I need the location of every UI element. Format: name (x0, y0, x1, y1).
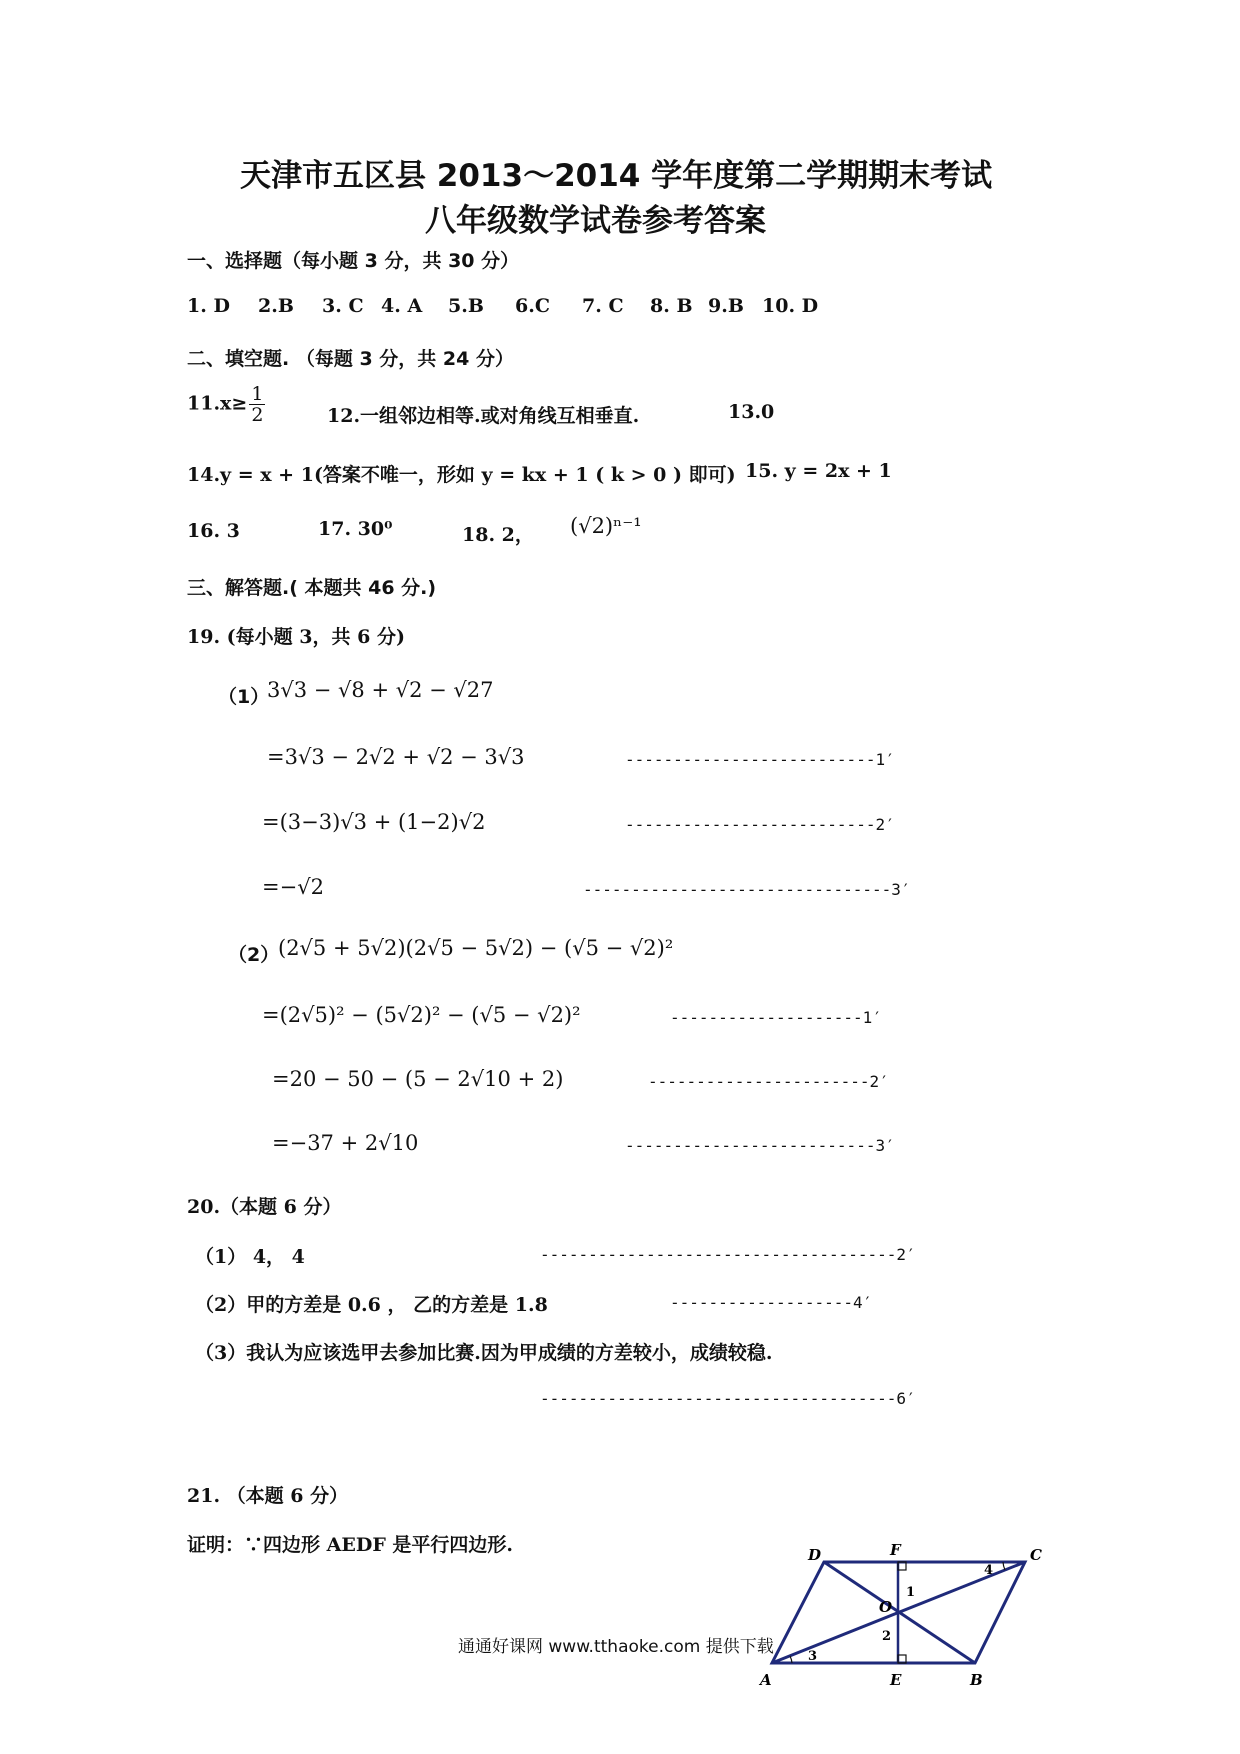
q20-line: （1） 4， 4 (195, 1246, 305, 1268)
diagonal-bd (824, 1562, 975, 1663)
answer-q12: 12.一组邻边相等.或对角线互相垂直. (327, 405, 640, 427)
choice-answer: 6.C (515, 295, 550, 317)
q19-heading: 19. (每小题 3，共 6 分) (187, 626, 405, 648)
choice-answer: 3. C (322, 295, 364, 317)
q21-heading: 21. （本题 6 分） (187, 1485, 349, 1507)
score-mark: --------------------------2′ (625, 815, 895, 834)
point-label: E (890, 1671, 902, 1689)
score-mark: --------------------------1′ (625, 750, 895, 769)
answer-q16: 16. 3 (187, 520, 240, 542)
choice-answer: 7. C (582, 295, 624, 317)
answer-q17: 17. 30⁰ (318, 518, 393, 540)
q19-part1-expression: 3√3 − √8 + √2 − √27 (267, 678, 494, 702)
point-label: O (879, 1598, 893, 1616)
score-mark: -----------------------2′ (648, 1072, 889, 1091)
answer-q18-expression: (√2)ⁿ⁻¹ (570, 514, 642, 538)
point-label: B (970, 1671, 983, 1689)
answer-q11 (187, 384, 265, 425)
score-mark: --------------------------------3′ (583, 880, 911, 899)
section3-heading: 三、解答题.( 本题共 46 分.) (187, 577, 437, 599)
q11-prefix: 11.x≥ (187, 392, 248, 415)
choice-answer: 5.B (448, 295, 484, 317)
q19-part2-step: =(2√5)² − (5√2)² − (√5 − √2)² (262, 1003, 581, 1027)
score-mark: -------------------4′ (670, 1293, 873, 1312)
q19-part1-step: =−√2 (262, 875, 324, 899)
q19-part1-step: =3√3 − 2√2 + √2 − 3√3 (267, 745, 525, 769)
fraction-numerator: 1 (251, 383, 264, 405)
angle-label: 2 (882, 1629, 892, 1644)
answer-q15: 15. y = 2x + 1 (745, 460, 892, 482)
point-label: F (890, 1541, 901, 1559)
q19-part1-step: =(3−3)√3 + (1−2)√2 (262, 810, 486, 834)
score-mark: -------------------------------------2′ (540, 1245, 916, 1264)
choice-answer: 1. D (187, 295, 230, 317)
score-mark: --------------------1′ (670, 1008, 882, 1027)
q19-part1-label: （1） (218, 686, 270, 708)
q20-line: （3）我认为应该选甲去参加比赛.因为甲成绩的方差较小，成绩较稳. (195, 1342, 773, 1364)
choice-answer: 2.B (258, 295, 294, 317)
score-mark: -------------------------------------6′ (540, 1389, 916, 1408)
score-mark: --------------------------3′ (625, 1136, 895, 1155)
page-subtitle: 八年级数学试卷参考答案 (425, 203, 766, 239)
choice-answer: 10. D (762, 295, 819, 317)
fraction-denominator: 2 (251, 404, 264, 426)
section1-heading: 一、选择题（每小题 3 分，共 30 分） (187, 250, 520, 272)
q21-proof-line: 证明：∵四边形 AEDF 是平行四边形. (187, 1534, 514, 1556)
q19-part2-step: =−37 + 2√10 (272, 1131, 419, 1155)
choice-answer: 4. A (381, 295, 423, 317)
fraction (249, 384, 265, 425)
answer-q18: 18. 2， (462, 524, 534, 546)
q19-part2-expression: (2√5 + 5√2)(2√5 − 5√2) − (√5 − √2)² (278, 936, 674, 960)
choice-answer: 8. B (650, 295, 693, 317)
angle-label: 4 (984, 1563, 994, 1578)
point-label: C (1030, 1546, 1042, 1564)
choice-answer: 9.B (708, 295, 744, 317)
q19-part2-label: （2） (228, 944, 280, 966)
q20-heading: 20.（本题 6 分） (187, 1196, 342, 1218)
angle-label: 1 (906, 1585, 916, 1600)
q20-line: （2）甲的方差是 0.6 ， 乙的方差是 1.8 (195, 1294, 548, 1316)
parallelogram-figure (740, 1540, 1070, 1700)
footer-watermark: 通通好课网 www.tthaoke.com 提供下载 (458, 1637, 774, 1657)
section2-heading: 二、填空题. （每题 3 分，共 24 分） (187, 348, 514, 370)
point-label: D (808, 1546, 822, 1564)
answer-q14: 14.y = x + 1(答案不唯一，形如 y = kx + 1 ( k > 0 ) 即可) (187, 464, 736, 486)
angle-label: 3 (808, 1649, 818, 1664)
q19-part2-step: =20 − 50 − (5 − 2√10 + 2) (272, 1067, 564, 1091)
page-title: 天津市五区县 2013～2014 学年度第二学期期末考试 (240, 158, 993, 194)
answer-q13: 13.0 (728, 401, 775, 423)
point-label: A (760, 1671, 772, 1689)
